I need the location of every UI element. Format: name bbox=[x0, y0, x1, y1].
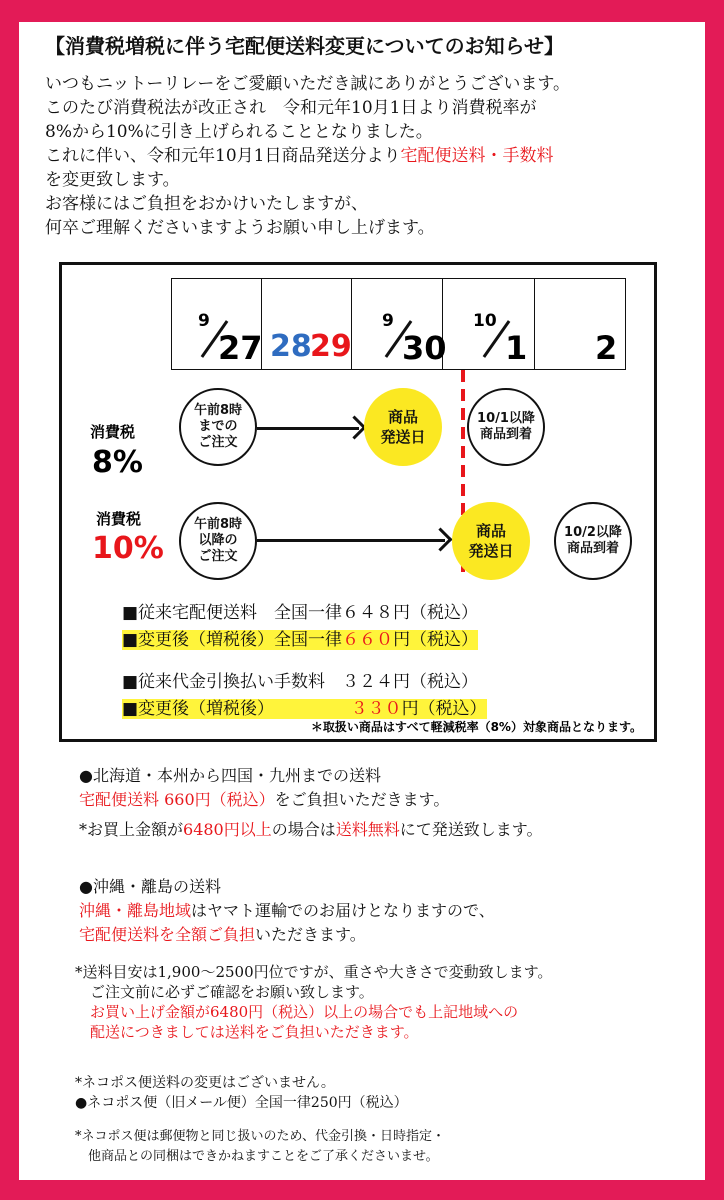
section-line bbox=[79, 899, 495, 923]
arrow-right-icon bbox=[257, 427, 359, 430]
calendar-cell bbox=[262, 279, 352, 369]
circle-text: 発送日 bbox=[380, 428, 426, 446]
intro-text-segment: これに伴い、令和元年10月1日商品発送分より bbox=[45, 146, 401, 166]
section-line bbox=[79, 923, 495, 947]
fee-new-amount: ６６０ bbox=[342, 630, 394, 650]
okinawa-notes bbox=[75, 962, 552, 1042]
intro-line: このたび消費税法が改正され 令和元年10月1日より消費税率が bbox=[45, 98, 537, 118]
ship-date-circle bbox=[452, 502, 530, 580]
section-highlight: 送料無料 bbox=[335, 820, 400, 839]
note-line-red: 配送につきましては送料をご負担いただきます。 bbox=[75, 1023, 419, 1041]
note-line-red: お買い上げ金額が6480円（税込）以上の場合でも上記地域への bbox=[75, 1003, 519, 1021]
intro-highlight: 宅配便送料・手数料 bbox=[400, 146, 554, 166]
section-text-segment: をご負担いただきます。 bbox=[274, 790, 450, 809]
intro-text bbox=[45, 72, 570, 240]
fee-highlight bbox=[122, 630, 478, 650]
calendar-month: 9 bbox=[382, 311, 394, 331]
section-okinawa bbox=[79, 875, 495, 947]
intro-line bbox=[45, 144, 570, 168]
calendar-day-saturday: 28 bbox=[270, 329, 312, 364]
section-highlight: 沖縄・離島地域 bbox=[79, 901, 192, 920]
circle-text: 午前8時 bbox=[193, 403, 243, 418]
intro-line: お客様にはご負担をおかけいたしますが、 bbox=[45, 194, 368, 214]
calendar-cell bbox=[443, 279, 535, 369]
circle-text: 10/1以降 bbox=[477, 411, 535, 426]
fee-new-amount: ３３０ bbox=[350, 699, 402, 719]
calendar-day: 1 bbox=[505, 329, 528, 367]
page-title: 【消費税増税に伴う宅配便送料変更についてのお知らせ】 bbox=[45, 34, 564, 58]
note-line: *送料目安は1,900～2500円位ですが、重さや大きさで変動致します。 bbox=[75, 963, 553, 981]
intro-line: 8%から10%に引き上げられることとなりました。 bbox=[45, 122, 433, 142]
section-mainland bbox=[79, 764, 543, 842]
calendar-cell bbox=[352, 279, 447, 369]
calendar-month: 9 bbox=[198, 311, 210, 331]
tax-rate-8: 8% bbox=[92, 445, 143, 480]
note-line: *ネコポス便は郵便物と同じ扱いのため、代金引換・日時指定・ bbox=[75, 1129, 445, 1144]
circle-text: 発送日 bbox=[468, 542, 514, 560]
ship-date-circle bbox=[364, 388, 442, 466]
tax-rate-10: 10% bbox=[92, 531, 164, 566]
fee-old-shipping: ■従来宅配便送料 全国一律６４８円（税込） bbox=[122, 603, 479, 623]
section-heading: ●北海道・本州から四国・九州までの送料 bbox=[79, 766, 381, 785]
fee-text-segment: 円（税込） bbox=[393, 630, 479, 650]
circle-text: 商品 bbox=[475, 522, 506, 540]
calendar-day: 27 bbox=[218, 329, 263, 367]
section-line bbox=[79, 788, 543, 812]
section-text-segment: いただきます。 bbox=[255, 925, 366, 944]
notice-card bbox=[19, 22, 705, 1180]
tax-label: 消費税 bbox=[96, 510, 142, 528]
calendar-month: 10 bbox=[473, 311, 497, 331]
fee-highlight bbox=[122, 699, 487, 719]
section-highlight: 6480円以上 bbox=[183, 820, 272, 839]
circle-text: 以降の bbox=[198, 533, 238, 548]
arrival-circle bbox=[554, 502, 632, 580]
section-text-segment: はヤマト運輸でのお届けとなりますので、 bbox=[191, 901, 495, 920]
calendar-cell bbox=[535, 279, 625, 369]
section-heading: ●沖縄・離島の送料 bbox=[79, 877, 221, 896]
fee-text-segment: ■変更後（増税後） bbox=[122, 699, 351, 719]
circle-text: 商品到着 bbox=[479, 427, 532, 442]
shipping-diagram bbox=[59, 262, 657, 742]
order-after-8am-circle bbox=[179, 502, 257, 580]
calendar-strip bbox=[171, 278, 626, 370]
tax-label: 消費税 bbox=[90, 423, 136, 441]
fee-new-shipping bbox=[122, 628, 478, 652]
circle-text: 午前8時 bbox=[193, 517, 243, 532]
circle-text: 10/2以降 bbox=[564, 525, 622, 540]
nekopos-notes bbox=[75, 1127, 445, 1167]
circle-text: ご注文 bbox=[198, 435, 238, 450]
section-text-segment: の場合は bbox=[271, 820, 336, 839]
calendar-cell bbox=[172, 279, 262, 369]
fee-text-segment: 円（税込） bbox=[401, 699, 487, 719]
calendar-day: 2 bbox=[595, 329, 618, 367]
section-line bbox=[79, 818, 543, 842]
intro-line: いつもニットーリレーをご愛顧いただき誠にありがとうございます。 bbox=[45, 74, 570, 94]
note-line: 他商品との同梱はできかねますことをご了承くださいませ。 bbox=[75, 1149, 439, 1164]
calendar-day-sunday: 29 bbox=[310, 329, 352, 364]
circle-text: 商品到着 bbox=[566, 541, 619, 556]
note-line: *ネコポス便送料の変更はございません。 bbox=[75, 1075, 335, 1091]
circle-text: までの bbox=[198, 419, 238, 434]
note-line: ご注文前に必ずご確認をお願い致します。 bbox=[75, 983, 374, 1001]
intro-line: 何卒ご理解くださいますようお願い申し上げます。 bbox=[45, 218, 435, 238]
circle-text: ご注文 bbox=[198, 549, 238, 564]
arrow-right-icon bbox=[257, 539, 445, 542]
circle-text: 商品 bbox=[387, 408, 418, 426]
section-text-segment: にて発送致します。 bbox=[399, 820, 543, 839]
tax-note: ＊取扱い商品はすべて軽減税率（8%）対象商品となります。 bbox=[310, 720, 642, 734]
fee-text-segment: ■変更後（増税後）全国一律 bbox=[122, 630, 343, 650]
section-highlight: 宅配便送料を全額ご負担 bbox=[79, 925, 256, 944]
calendar-day: 30 bbox=[402, 329, 447, 367]
section-nekopos bbox=[75, 1073, 408, 1113]
arrival-circle bbox=[467, 388, 545, 466]
section-text-segment: *お買上金額が bbox=[79, 820, 184, 839]
order-before-8am-circle bbox=[179, 388, 257, 466]
note-line: ●ネコポス便（旧メール便）全国一律250円（税込） bbox=[75, 1095, 408, 1111]
intro-line: を変更致します。 bbox=[45, 170, 180, 190]
section-highlight: 宅配便送料 660円（税込） bbox=[79, 790, 275, 809]
fee-old-cod: ■従来代金引換払い手数料 ３２４円（税込） bbox=[122, 672, 479, 692]
